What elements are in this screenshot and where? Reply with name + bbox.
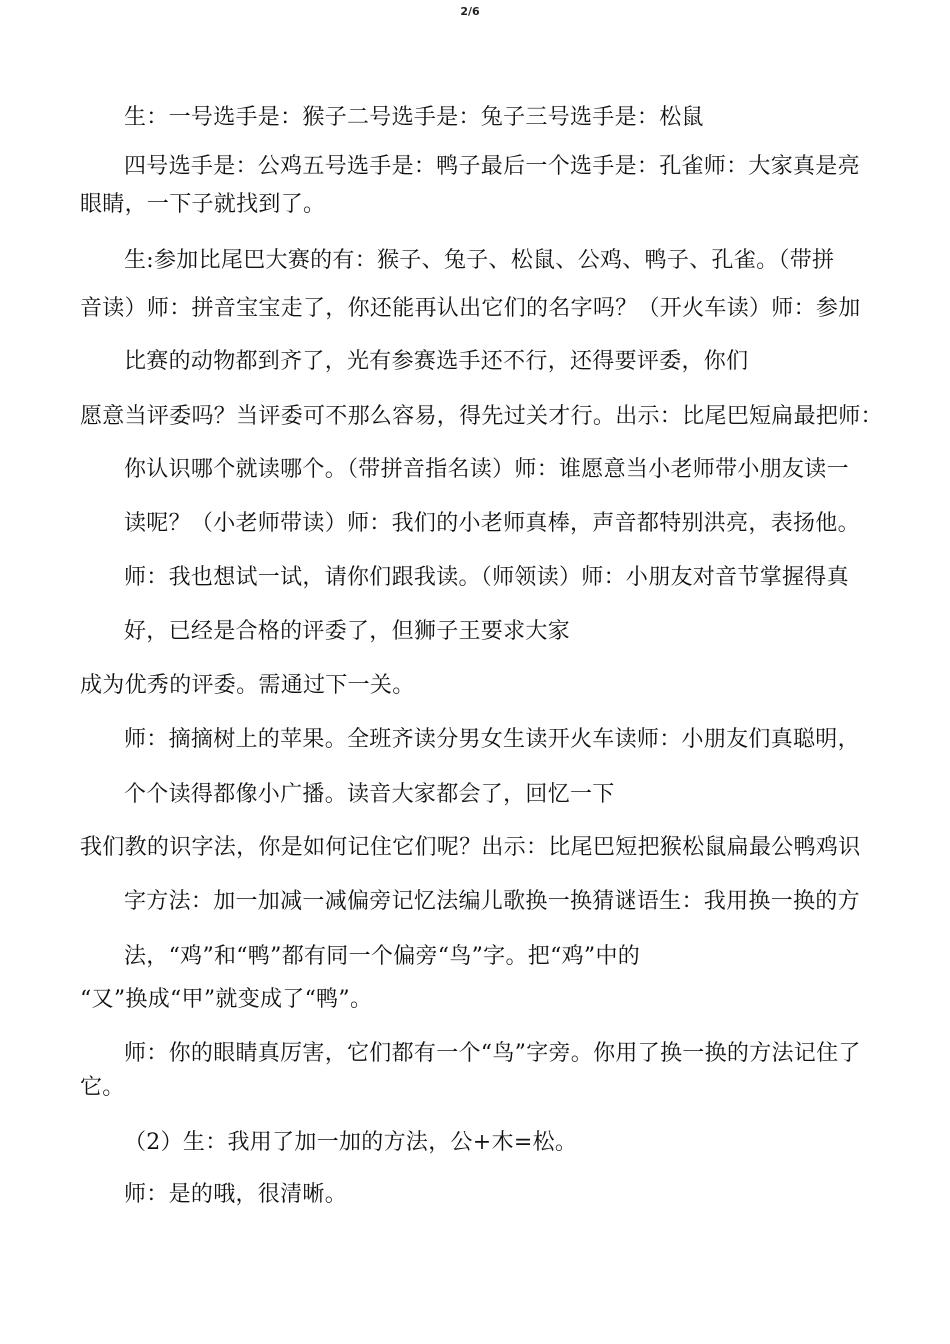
text-line: 个个读得都像小广播。读音大家都会了，回忆一下 [124,782,615,807]
text-line: 师：是的哦，很清晰。 [124,1182,348,1207]
text-line: 比赛的动物都到齐了，光有参赛选手还不行，还得要评委，你们 [124,349,749,374]
text-line: 生：一号选手是：猴子二号选手是：兔子三号选手是：松鼠 [124,105,704,130]
text-line: （2）生：我用了加一加的方法，公+木=松。 [124,1130,578,1155]
text-line: 你认识哪个就读哪个。（带拼音指名读）师：谁愿意当小老师带小朋友读一 [124,457,849,482]
text-line: 它。 [80,1075,125,1100]
text-line: 生:参加比尾巴大赛的有：猴子、兔子、松鼠、公鸡、鸭子、孔雀。（带拼 [124,248,835,273]
text-line: 法，“鸡”和“鸭”都有同一个偏旁“鸟”字。把“鸡”中的 [124,944,641,969]
text-line: 读呢？（小老师带读）师：我们的小老师真棒，声音都特别洪亮，表扬他。 [124,511,860,536]
text-line: 成为优秀的评委。需通过下一关。 [80,673,415,698]
text-line: 眼睛，一下子就找到了。 [80,192,326,217]
text-line: 我们教的识字法，你是如何记住它们呢？出示：比尾巴短把猴松鼠扁最公鸭鸡识 [80,835,861,860]
text-line: 师：你的眼睛真厉害，它们都有一个“鸟”字旁。你用了换一换的方法记住了 [124,1041,861,1066]
text-line: 音读）师：拼音宝宝走了，你还能再认出它们的名字吗？（开火车读）师：参加 [80,296,861,321]
text-line: 师：我也想试一试，请你们跟我读。（师领读）师：小朋友对音节掌握得真 [124,565,849,590]
text-line: 四号选手是：公鸡五号选手是：鸭子最后一个选手是：孔雀师：大家真是亮 [124,154,860,179]
text-line: 师：摘摘树上的苹果。全班齐读分男女生读开火车读师：小朋友们真聪明， [124,727,860,752]
page-header: 2/6 [460,5,480,18]
text-line: 好，已经是合格的评委了，但狮子王要求大家 [124,619,571,644]
text-line: 愿意当评委吗？当评委可不那么容易，得先过关才行。出示：比尾巴短扁最把师： [80,404,883,429]
text-line: 字方法：加一加减一减偏旁记忆法编儿歌换一换猜谜语生：我用换一换的方 [124,889,860,914]
text-line: “又”换成“甲”就变成了“鸭”。 [80,987,373,1012]
